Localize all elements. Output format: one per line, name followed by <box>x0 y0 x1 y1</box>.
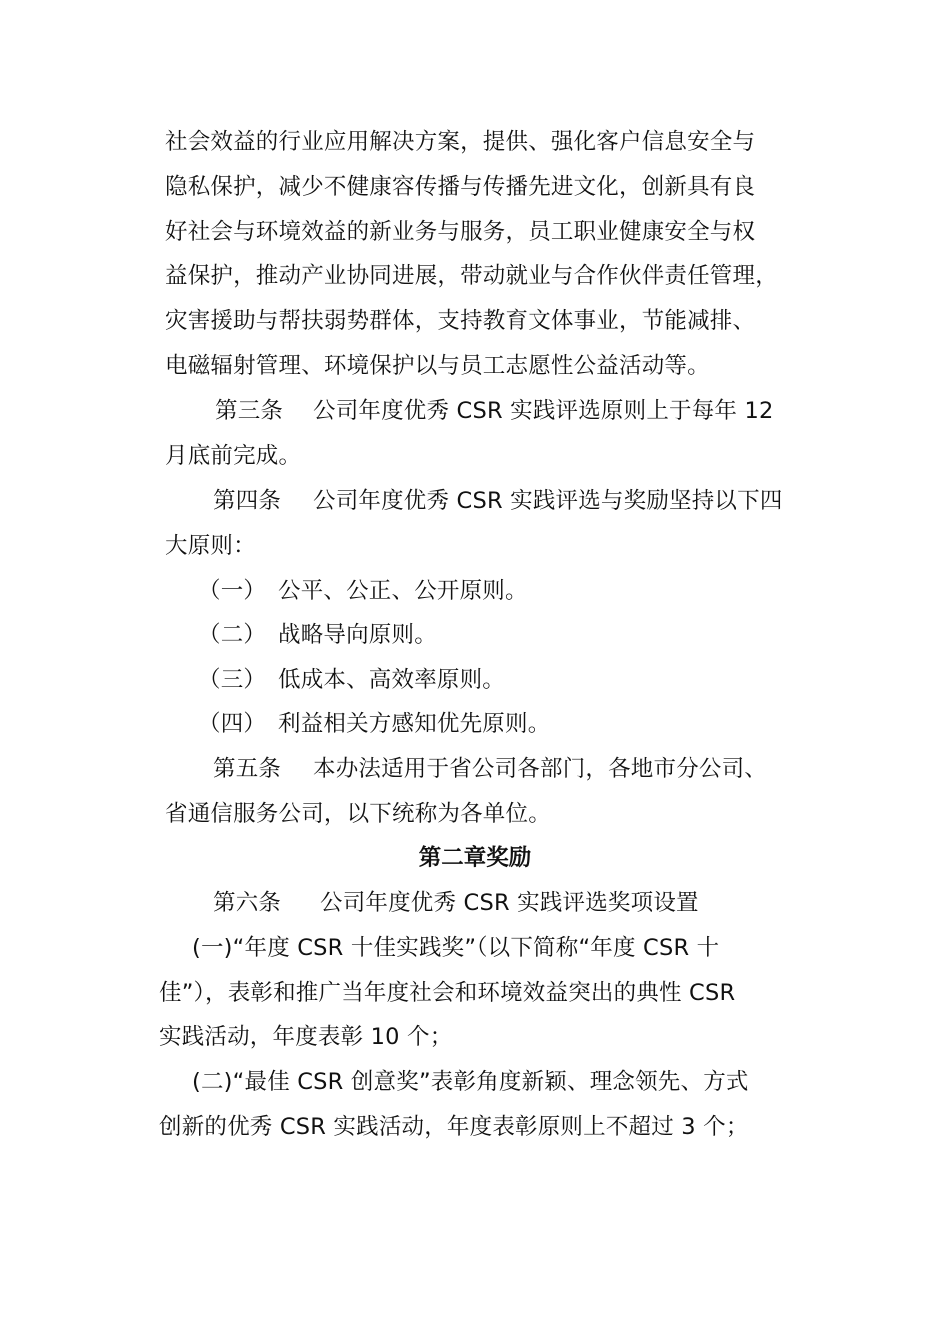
award-2-line: (二)“最佳 CSR 创意奖”表彰角度新颖、理念领先、方式 <box>192 1069 749 1095</box>
principle-number: （一） <box>198 578 267 604</box>
principle-number: （三） <box>198 667 267 693</box>
paragraph-line: 电磁辐射管理、环境保护以与员工志愿性公益活动等。 <box>165 353 710 379</box>
principle-number: （四） <box>198 711 267 737</box>
paragraph-line: 灾害援助与帮扶弱势群体，支持教育文体事业，节能减排、 <box>165 308 756 334</box>
article-3-label: 第三条 <box>215 398 284 424</box>
article-3-text-cont: 月底前完成。 <box>165 443 302 469</box>
award-1-line: 实践活动，年度表彰 10 个； <box>159 1024 453 1050</box>
article-4-text-cont: 大原则： <box>165 533 256 559</box>
article-6-text: 公司年度优秀 CSR 实践评选奖项设置 <box>320 890 699 916</box>
article-5-text-cont: 省通信服务公司，以下统称为各单位。 <box>165 801 551 827</box>
article-6-label: 第六条 <box>213 890 282 916</box>
paragraph-line: 好社会与环境效益的新业务与服务，员工职业健康安全与权 <box>165 219 756 245</box>
award-1-line: 佳”），表彰和推广当年度社会和环境效益突出的典性 CSR <box>159 980 736 1006</box>
principle-text: 战略导向原则。 <box>278 622 437 648</box>
principle-text: 利益相关方感知优先原则。 <box>278 711 551 737</box>
award-1-line: (一)“年度 CSR 十佳实践奖”（以下简称“年度 CSR 十 <box>192 935 720 961</box>
chapter-heading: 第二章奖励 <box>418 845 532 871</box>
article-4-text: 公司年度优秀 CSR 实践评选与奖励坚持以下四 <box>313 488 783 514</box>
article-4-label: 第四条 <box>213 488 282 514</box>
principle-text: 公平、公正、公开原则。 <box>278 578 528 604</box>
paragraph-line: 益保护，推动产业协同进展，带动就业与合作伙伴责任管理， <box>165 263 778 289</box>
article-3-text: 公司年度优秀 CSR 实践评选原则上于每年 12 <box>313 398 774 424</box>
award-2-line: 创新的优秀 CSR 实践活动，年度表彰原则上不超过 3 个； <box>159 1114 749 1140</box>
paragraph-line: 社会效益的行业应用解决方案，提供、强化客户信息安全与 <box>165 129 756 155</box>
principle-number: （二） <box>198 622 267 648</box>
article-5-text: 本办法适用于省公司各部门，各地市分公司、 <box>313 756 768 782</box>
paragraph-line: 隐私保护，减少不健康容传播与传播先进文化，创新具有良 <box>165 174 756 200</box>
principle-text: 低成本、高效率原则。 <box>278 667 506 693</box>
article-5-label: 第五条 <box>213 756 282 782</box>
